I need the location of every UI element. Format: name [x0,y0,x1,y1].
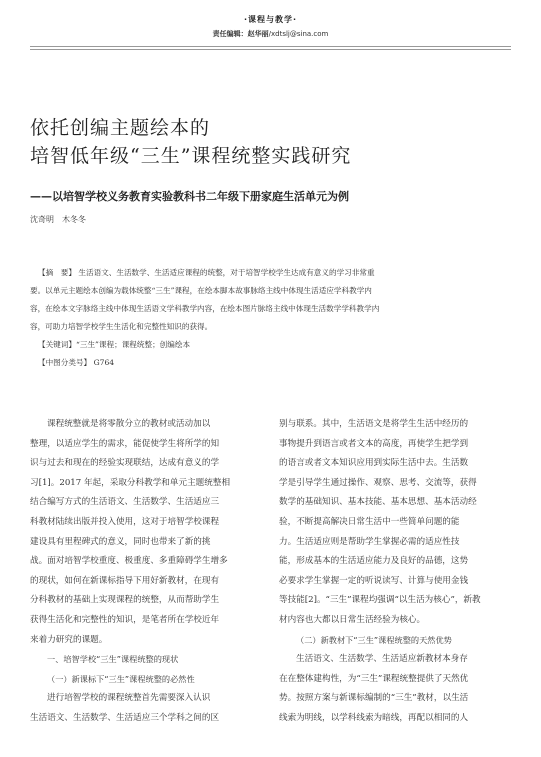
body-line: 分科教材的基础上实现课程的统整，从而帮助学生 [30,595,220,606]
keywords-label: 【关键词】 [38,340,76,349]
abstract-block [30,264,512,372]
keywords-text: “三生”课程；课程统整；创编绘本 [75,340,191,349]
left-column [30,415,262,729]
body-line: 生活语文、生活数学、生活适应三个学科之间的区 [30,712,220,723]
body-line: 能，形成基本的生活适应能力及良好的品德，这势 [279,556,469,567]
editor-label: 责任编辑：赵华丽 [212,30,269,38]
body-line: 等技能[2]。“三生”课程均强调“以生活为核心”，新教 [279,595,481,606]
body-line: 结合编写方式的生活语文、生活数学、生活适应三 [30,497,220,508]
body-line: 在在整体建构性，为“三生”课程统整提供了天然优 [279,673,469,684]
right-body [279,415,511,631]
abstract-label: 【摘 要】 [38,268,76,277]
body-line: 势。按照方案与新课标编制的“三生”教材，以生活 [279,693,469,704]
subsection-heading-1: （一）新课标下“三生”课程统整的必然性 [47,673,195,684]
body-line: 战。面对培智学校重度、极重度、多重障碍学生增多 [30,556,228,567]
abstract-line: 容，可助力培智学校学生生活化和完整性知识的获得。 [30,322,213,331]
body-line: 获得生活化和完整性的知识，是笔者所在学校近年 [30,614,220,625]
abstract-line: 要。以单元主题绘本创编为载体统整“三生”课程，在绘本脚本故事脉络主线中体现生活适应学科教学内 [30,286,372,295]
clc-text: G764 [93,358,115,367]
header-divider-second [30,49,511,50]
article-authors: 沈奇明 木冬冬 [30,215,86,224]
page-header [0,14,541,39]
body-line: 来着力研究的课题。 [30,634,108,645]
title-line-1: 依托创编主题绘本的 [30,117,211,139]
body-line: 生活语文、生活数学、生活适应新教材本身存 [296,654,468,665]
clc-label: 【中图分类号】 [38,358,92,367]
editor-email: /xdtslj@sina.com [268,30,329,38]
body-line: 学是引导学生通过操作、观察、思考、交流等，获得 [279,477,477,488]
subsection-heading-2: （二）新教材下“三生”课程统整的天然优势 [296,634,452,645]
section-label: ·课程与教学· [243,15,298,24]
body-line: 识与过去和现在的经验实现联结，达成有意义的学 [30,458,220,469]
abstract-text: 生活语文、生活数学、生活适应课程的统整，对于培智学校学生达成有意义的学习非常重 [78,268,375,277]
right-body-tail [279,650,511,728]
body-line: 进行培智学校的课程统整首先需要深入认识 [47,693,211,704]
body-line: 的语言或者文本知识应用到实际生活中去。生活数 [279,458,469,469]
body-line: 建设具有里程碑式的意义，同时也带来了新的挑 [30,536,211,547]
body-line: 线索为明线，以学科线索为暗线，再配以相同的人 [279,712,469,723]
abstract-line: 容，在绘本文字脉络主线中体现生活语文学科教学内容，在绘本图片脉络主线中体现生活数学学科教学内 [30,304,380,313]
body-line: 必要求学生掌握一定的听说读写、计算与使用金钱 [279,575,469,586]
body-line: 整理，以适应学生的需求，能促使学生将所学的知 [30,438,220,449]
body-line: 材内容也大都以日常生活经验为核心。 [279,614,426,625]
header-divider [30,46,511,47]
body-line: 别与联系。其中，生活语文是将学生生活中经历的 [279,419,469,429]
body-line: 力。生活适应则是帮助学生掌握必需的适应性技 [279,536,460,547]
body-line: 课程统整就是将零散分立的教材或活动加以 [47,419,211,429]
keywords-line [30,336,512,354]
article-title [30,114,351,170]
body-line: 验，不断提高解决日常生活中一些简单问题的能 [279,516,460,527]
article-subtitle: ——以培智学校义务教育实验教科书二年级下册家庭生活单元为例 [30,190,349,203]
right-column [279,415,511,729]
title-line-2: 培智低年级“三生”课程统整实践研究 [30,145,352,167]
editor-info [0,29,541,39]
body-line: 的现状，如何在新课标指导下用好新教材，在现有 [30,575,220,586]
body-line: 科教材陆续出版并投入使用，这对于培智学校课程 [30,516,220,527]
body-line: 事物提升到语言或者文本的高度，再使学生把学到 [279,438,469,449]
left-body [30,415,262,650]
body-line: 习[1]。2017 年起，采取分科教学和单元主题统整相 [30,477,231,488]
clc-line [30,354,512,372]
body-line: 数学的基础知识、基本技能、基本思想、基本活动经 [279,497,477,508]
abstract-line [30,264,512,282]
section-heading-1: 一、培智学校“三生”课程统整的现状 [47,654,179,665]
